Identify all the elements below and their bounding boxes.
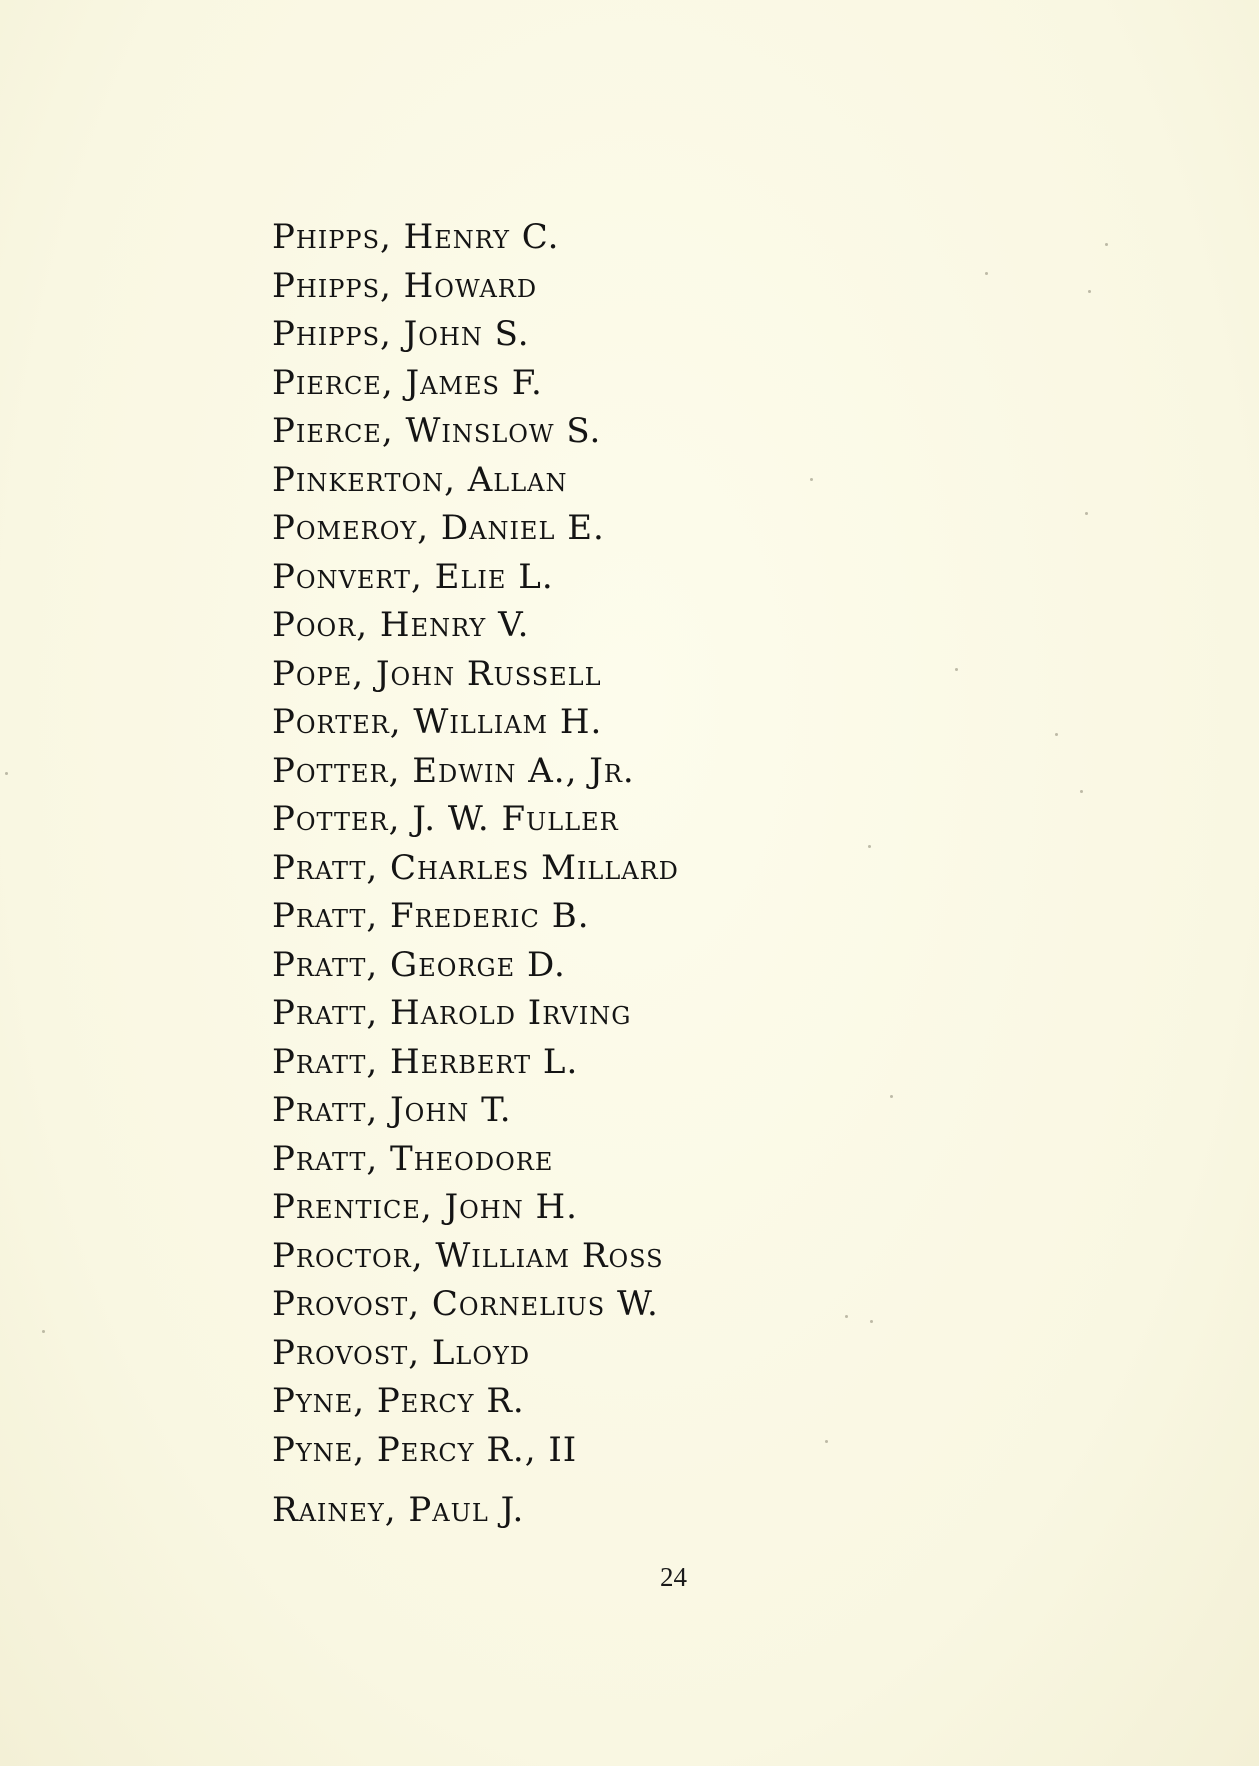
paper-speck (985, 272, 988, 275)
paper-speck (868, 845, 871, 848)
paper-speck (1055, 733, 1058, 736)
paper-speck (42, 1330, 45, 1333)
paper-speck (845, 1315, 848, 1318)
name-entry: Provost, Lloyd (272, 1332, 531, 1373)
name-entry: Poor, Henry V. (272, 605, 530, 645)
paper-speck (890, 1095, 893, 1098)
name-entry: Phipps, Henry C. (272, 217, 560, 257)
name-entry: Pyne, Percy R. (272, 1381, 525, 1421)
name-entry: Pratt, George D. (272, 944, 566, 985)
name-entry: Phipps, Howard (272, 265, 538, 306)
name-entry: Pomeroy, Daniel E. (272, 508, 605, 548)
name-entry: Pinkerton, Allan (272, 459, 568, 500)
paper-speck (955, 668, 958, 671)
name-entry: Prentice, John H. (272, 1187, 578, 1227)
page-number: 24 (660, 1562, 687, 1592)
name-entry: Ponvert, Elie L. (272, 556, 554, 597)
name-entry: Potter, J. W. Fuller (272, 799, 619, 839)
name-entry: Porter, William H. (272, 702, 603, 742)
paper-speck (870, 1320, 873, 1323)
name-entry: Provost, Cornelius W. (272, 1284, 659, 1324)
name-entry: Proctor, William Ross (272, 1235, 664, 1276)
name-entry: Pratt, Herbert L. (272, 1041, 579, 1082)
name-entry: Pratt, Theodore (272, 1138, 554, 1179)
name-entry: Pierce, James F. (272, 362, 543, 403)
name-entry: Phipps, John S. (272, 314, 530, 354)
paper-speck (1085, 512, 1088, 515)
name-entry: Pratt, John T. (272, 1090, 512, 1130)
name-list (272, 213, 679, 1535)
name-entry: Rainey, Paul J. (272, 1490, 525, 1530)
paper-speck (1105, 243, 1108, 246)
paper-speck (825, 1440, 828, 1443)
paper-speck (810, 478, 813, 481)
name-entry: Pyne, Percy R., II (272, 1429, 578, 1470)
name-entry: Pratt, Frederic B. (272, 896, 590, 936)
name-entry: Potter, Edwin A., Jr. (272, 750, 635, 791)
paper-speck (1080, 790, 1083, 793)
name-entry: Pratt, Harold Irving (272, 993, 632, 1033)
name-entry: Pope, John Russell (272, 653, 602, 694)
paper-speck (1088, 290, 1091, 293)
name-entry: Pratt, Charles Millard (272, 847, 679, 888)
name-entry: Pierce, Winslow S. (272, 411, 602, 451)
paper-speck (5, 772, 8, 775)
